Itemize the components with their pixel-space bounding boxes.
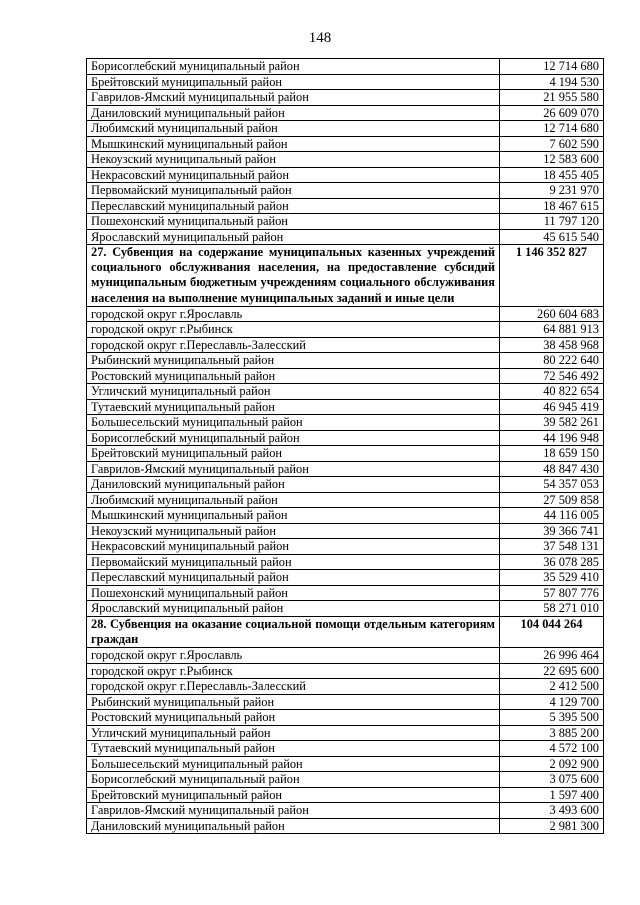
table-row: [87, 136, 604, 152]
table-row: [87, 306, 604, 322]
district-name: городской округ г.Ярославль: [87, 648, 500, 664]
table-row: [87, 152, 604, 168]
district-name: Пошехонский муниципальный район: [87, 585, 500, 601]
district-name: Борисоглебский муниципальный район: [87, 430, 500, 446]
district-amount: 64 881 913: [500, 322, 604, 338]
section-27-title: 27. Субвенция на содержание муниципальных казенных учреждений социального обслуживания населения, на предоставление субсидий муниципальным бюджетным учреждениям социального обслуживания населения на выполнение муниципальных заданий и иные цели: [87, 245, 500, 307]
district-amount: 80 222 640: [500, 353, 604, 369]
table-row: [87, 679, 604, 695]
district-name: Любимский муниципальный район: [87, 492, 500, 508]
district-name: Даниловский муниципальный район: [87, 477, 500, 493]
district-name: Тутаевский муниципальный район: [87, 399, 500, 415]
table-row: [87, 74, 604, 90]
district-name: Рыбинский муниципальный район: [87, 353, 500, 369]
table-row: [87, 663, 604, 679]
district-amount: 11 797 120: [500, 214, 604, 230]
district-name: Угличский муниципальный район: [87, 384, 500, 400]
table-row: [87, 105, 604, 121]
district-name: Ярославский муниципальный район: [87, 601, 500, 617]
table-row: [87, 508, 604, 524]
table-row: [87, 121, 604, 137]
district-name: Ростовский муниципальный район: [87, 710, 500, 726]
table-row: [87, 183, 604, 199]
table-row: [87, 725, 604, 741]
district-amount: 72 546 492: [500, 368, 604, 384]
district-amount: 35 529 410: [500, 570, 604, 586]
district-amount: 26 609 070: [500, 105, 604, 121]
table-row: [87, 59, 604, 75]
district-name: Ростовский муниципальный район: [87, 368, 500, 384]
table-row: [87, 415, 604, 431]
district-amount: 2 412 500: [500, 679, 604, 695]
district-amount: 36 078 285: [500, 554, 604, 570]
district-name: Первомайский муниципальный район: [87, 183, 500, 199]
district-amount: 5 395 500: [500, 710, 604, 726]
table-row: [87, 772, 604, 788]
budget-table-body: [87, 59, 604, 834]
district-amount: 48 847 430: [500, 461, 604, 477]
district-name: Пошехонский муниципальный район: [87, 214, 500, 230]
table-row: [87, 710, 604, 726]
district-name: Гаврилов-Ямский муниципальный район: [87, 90, 500, 106]
district-name: Переславский муниципальный район: [87, 570, 500, 586]
district-amount: 12 714 680: [500, 121, 604, 137]
district-name: Тутаевский муниципальный район: [87, 741, 500, 757]
table-row: [87, 585, 604, 601]
table-row: [87, 337, 604, 353]
table-row: [87, 430, 604, 446]
district-amount: 2 092 900: [500, 756, 604, 772]
district-amount: 22 695 600: [500, 663, 604, 679]
district-amount: 4 194 530: [500, 74, 604, 90]
district-name: Угличский муниципальный район: [87, 725, 500, 741]
district-amount: 12 714 680: [500, 59, 604, 75]
section-27-total: 1 146 352 827: [500, 245, 604, 307]
section-28-header-row: [87, 616, 604, 647]
table-row: [87, 492, 604, 508]
section-28-total: 104 044 264: [500, 616, 604, 647]
district-amount: 39 366 741: [500, 523, 604, 539]
district-amount: 260 604 683: [500, 306, 604, 322]
table-row: [87, 446, 604, 462]
district-amount: 2 981 300: [500, 818, 604, 834]
table-row: [87, 399, 604, 415]
district-name: городской округ г.Рыбинск: [87, 322, 500, 338]
district-name: Мышкинский муниципальный район: [87, 508, 500, 524]
table-row: [87, 648, 604, 664]
district-name: Борисоглебский муниципальный район: [87, 59, 500, 75]
district-amount: 3 493 600: [500, 803, 604, 819]
district-amount: 18 467 615: [500, 198, 604, 214]
district-amount: 46 945 419: [500, 399, 604, 415]
table-row: [87, 461, 604, 477]
table-row: [87, 214, 604, 230]
district-amount: 45 615 540: [500, 229, 604, 245]
table-row: [87, 539, 604, 555]
district-amount: 44 196 948: [500, 430, 604, 446]
table-row: [87, 803, 604, 819]
district-name: Большесельский муниципальный район: [87, 756, 500, 772]
district-amount: 3 075 600: [500, 772, 604, 788]
district-name: Мышкинский муниципальный район: [87, 136, 500, 152]
district-amount: 7 602 590: [500, 136, 604, 152]
district-amount: 4 572 100: [500, 741, 604, 757]
table-row: [87, 167, 604, 183]
table-row: [87, 368, 604, 384]
district-name: Некрасовский муниципальный район: [87, 167, 500, 183]
district-amount: 9 231 970: [500, 183, 604, 199]
table-row: [87, 554, 604, 570]
district-name: Даниловский муниципальный район: [87, 818, 500, 834]
table-row: [87, 570, 604, 586]
district-name: Брейтовский муниципальный район: [87, 74, 500, 90]
district-amount: 18 455 405: [500, 167, 604, 183]
district-amount: 38 458 968: [500, 337, 604, 353]
section-27-header-row: [87, 245, 604, 307]
district-amount: 54 357 053: [500, 477, 604, 493]
district-amount: 40 822 654: [500, 384, 604, 400]
table-row: [87, 384, 604, 400]
table-row: [87, 694, 604, 710]
district-name: Брейтовский муниципальный район: [87, 787, 500, 803]
district-name: городской округ г.Переславль-Залесский: [87, 679, 500, 695]
district-name: Ярославский муниципальный район: [87, 229, 500, 245]
district-amount: 21 955 580: [500, 90, 604, 106]
district-name: Рыбинский муниципальный район: [87, 694, 500, 710]
district-name: Большесельский муниципальный район: [87, 415, 500, 431]
table-row: [87, 756, 604, 772]
district-name: Гаврилов-Ямский муниципальный район: [87, 803, 500, 819]
district-name: городской округ г.Ярославль: [87, 306, 500, 322]
table-row: [87, 787, 604, 803]
district-name: городской округ г.Рыбинск: [87, 663, 500, 679]
table-row: [87, 523, 604, 539]
district-amount: 58 271 010: [500, 601, 604, 617]
district-amount: 57 807 776: [500, 585, 604, 601]
district-amount: 3 885 200: [500, 725, 604, 741]
district-amount: 44 116 005: [500, 508, 604, 524]
section-28-title: 28. Субвенция на оказание социальной помощи отдельным категориям граждан: [87, 616, 500, 647]
table-row: [87, 198, 604, 214]
district-name: Даниловский муниципальный район: [87, 105, 500, 121]
district-amount: 26 996 464: [500, 648, 604, 664]
table-row: [87, 477, 604, 493]
table-row: [87, 322, 604, 338]
table-row: [87, 353, 604, 369]
table-row: [87, 601, 604, 617]
district-name: Переславский муниципальный район: [87, 198, 500, 214]
district-name: Некрасовский муниципальный район: [87, 539, 500, 555]
district-name: Первомайский муниципальный район: [87, 554, 500, 570]
district-name: городской округ г.Переславль-Залесский: [87, 337, 500, 353]
district-name: Некоузский муниципальный район: [87, 523, 500, 539]
district-name: Борисоглебский муниципальный район: [87, 772, 500, 788]
district-amount: 12 583 600: [500, 152, 604, 168]
district-name: Некоузский муниципальный район: [87, 152, 500, 168]
table-row: [87, 90, 604, 106]
table-row: [87, 818, 604, 834]
district-name: Брейтовский муниципальный район: [87, 446, 500, 462]
district-amount: 27 509 858: [500, 492, 604, 508]
district-amount: 39 582 261: [500, 415, 604, 431]
page-number: 148: [308, 30, 332, 46]
district-amount: 37 548 131: [500, 539, 604, 555]
district-amount: 4 129 700: [500, 694, 604, 710]
district-amount: 18 659 150: [500, 446, 604, 462]
budget-table: [86, 58, 604, 834]
table-row: [87, 741, 604, 757]
district-amount: 1 597 400: [500, 787, 604, 803]
table-row: [87, 229, 604, 245]
district-name: Гаврилов-Ямский муниципальный район: [87, 461, 500, 477]
district-name: Любимский муниципальный район: [87, 121, 500, 137]
